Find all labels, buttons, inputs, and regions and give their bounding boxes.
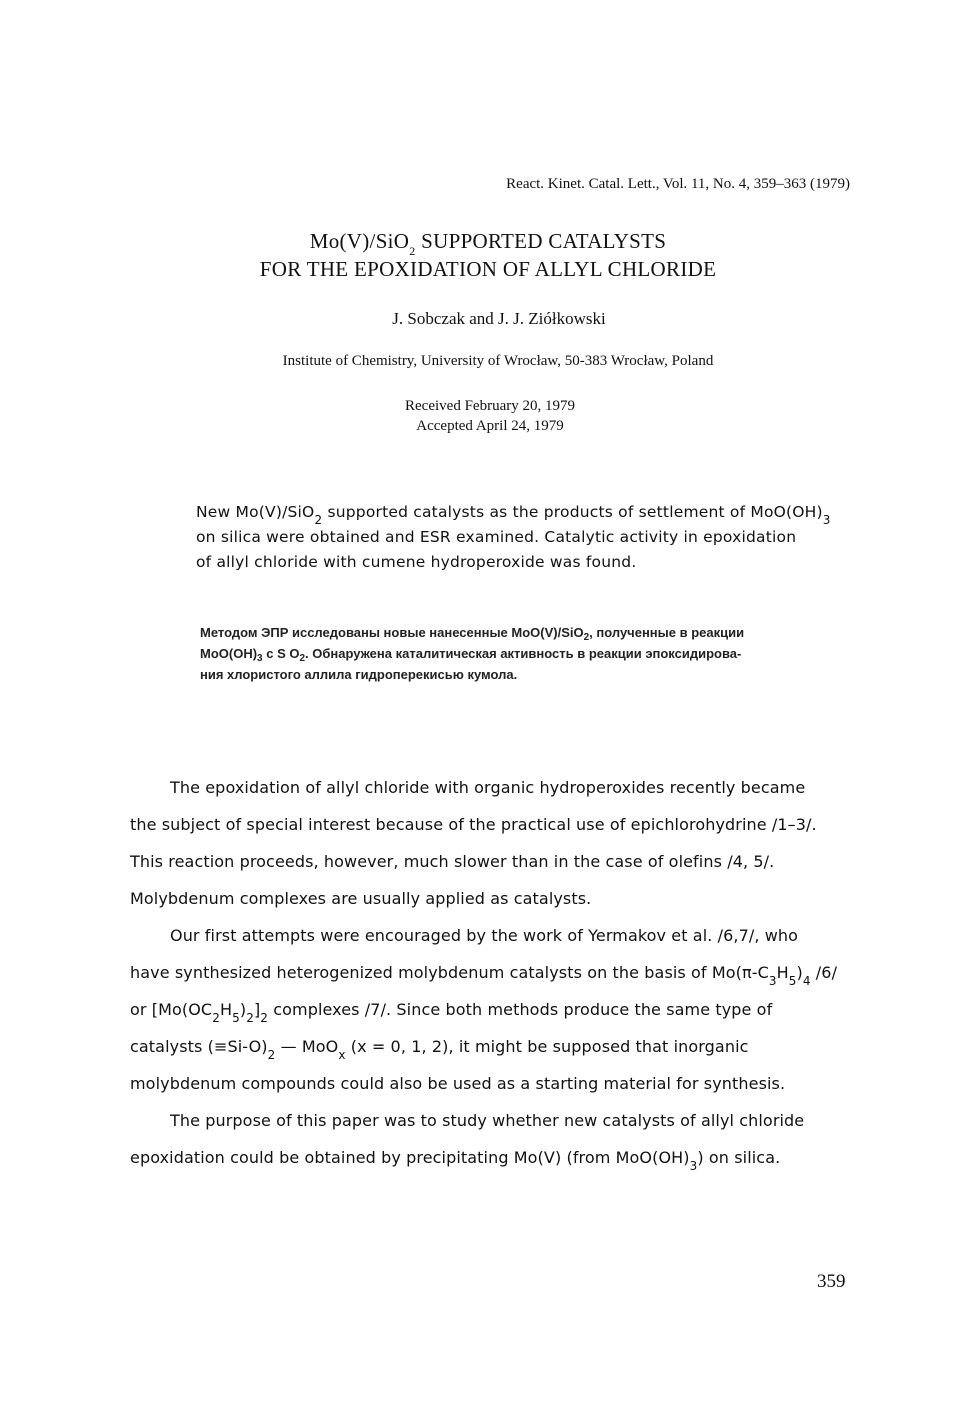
paragraph-1-line: the subject of special interest because of the practical use of epichlorohydrine /1–3/. [130, 815, 817, 834]
paragraph-1-line: This reaction proceeds, however, much slower than in the case of olefins /4, 5/. [130, 852, 775, 871]
paragraph-3-line: epoxidation could be obtained by precipitating Mo(V) (from $MoO(OH)_3$) on silica. [130, 1148, 781, 1173]
title-line-2: FOR THE EPOXIDATION OF ALLYL CHLORIDE [259, 257, 717, 281]
paragraph-2-line: catalysts $(\equiv Si-O)_2$ — MoO$_x$ (x = 0, 1, 2), it might be supposed that inorganic [130, 1037, 749, 1062]
paragraph-3-line: The purpose of this paper was to study whether new catalysts of allyl chloride [170, 1111, 805, 1130]
abstract-russian: Методом ЭПР исследованы новые нанесенные MoO(V)/SiO$_2$, полученные в реакции $MoO(OH)_3$ c S $O_2$. Обнаружена каталитическая активность в реакции эпоксидирова- ния хлористого аллила гидроперекисью кумола. [200, 625, 745, 682]
abstract-english: New Mo(V)/SiO$_2$ supported catalysts as the products of settlement of $MoO(OH)_3$ on silica were obtained and ESR examined. Catalytic activity in epoxidation of allyl chloride with cumene hydroperoxide was found. [196, 503, 831, 571]
paragraph-1-line: The epoxidation of allyl chloride with organic hydroperoxides recently became [170, 778, 806, 797]
paragraph-2-line: have synthesized heterogenized molybdenum catalysts on the basis of $Mo(\pi-C_3H_5)_4$ /6/ [130, 963, 838, 988]
affiliation: Institute of Chemistry, University of Wrocław, 50-383 Wrocław, Poland [282, 353, 714, 369]
paragraph-2-line: molybdenum compounds could also be used as a starting material for synthesis. [130, 1074, 786, 1093]
paragraph-2-line: or $[Mo(OC_2H_5)_2]_2$ complexes /7/. Since both methods produce the same type of [130, 1000, 773, 1025]
page-number: 359 [817, 1271, 846, 1292]
paragraph-1-line: Molybdenum complexes are usually applied as catalysts. [130, 889, 592, 908]
authors: J. Sobczak and J. J. Ziółkowski [392, 309, 606, 328]
submission-dates [0, 396, 976, 436]
accepted-date: Accepted April 24, 1979 [416, 418, 564, 434]
paper-title [0, 227, 976, 283]
paragraph-2-line: Our first attempts were encouraged by the work of Yermakov et al. /6,7/, who [170, 926, 799, 945]
received-date: Received February 20, 1979 [405, 398, 575, 414]
journal-citation: React. Kinet. Catal. Lett., Vol. 11, No. 4, 359–363 (1979) [506, 176, 850, 192]
body-text [130, 769, 870, 1176]
title-line-1: Mo(V)/SiO$_2$ SUPPORTED CATALYSTS [309, 229, 667, 258]
